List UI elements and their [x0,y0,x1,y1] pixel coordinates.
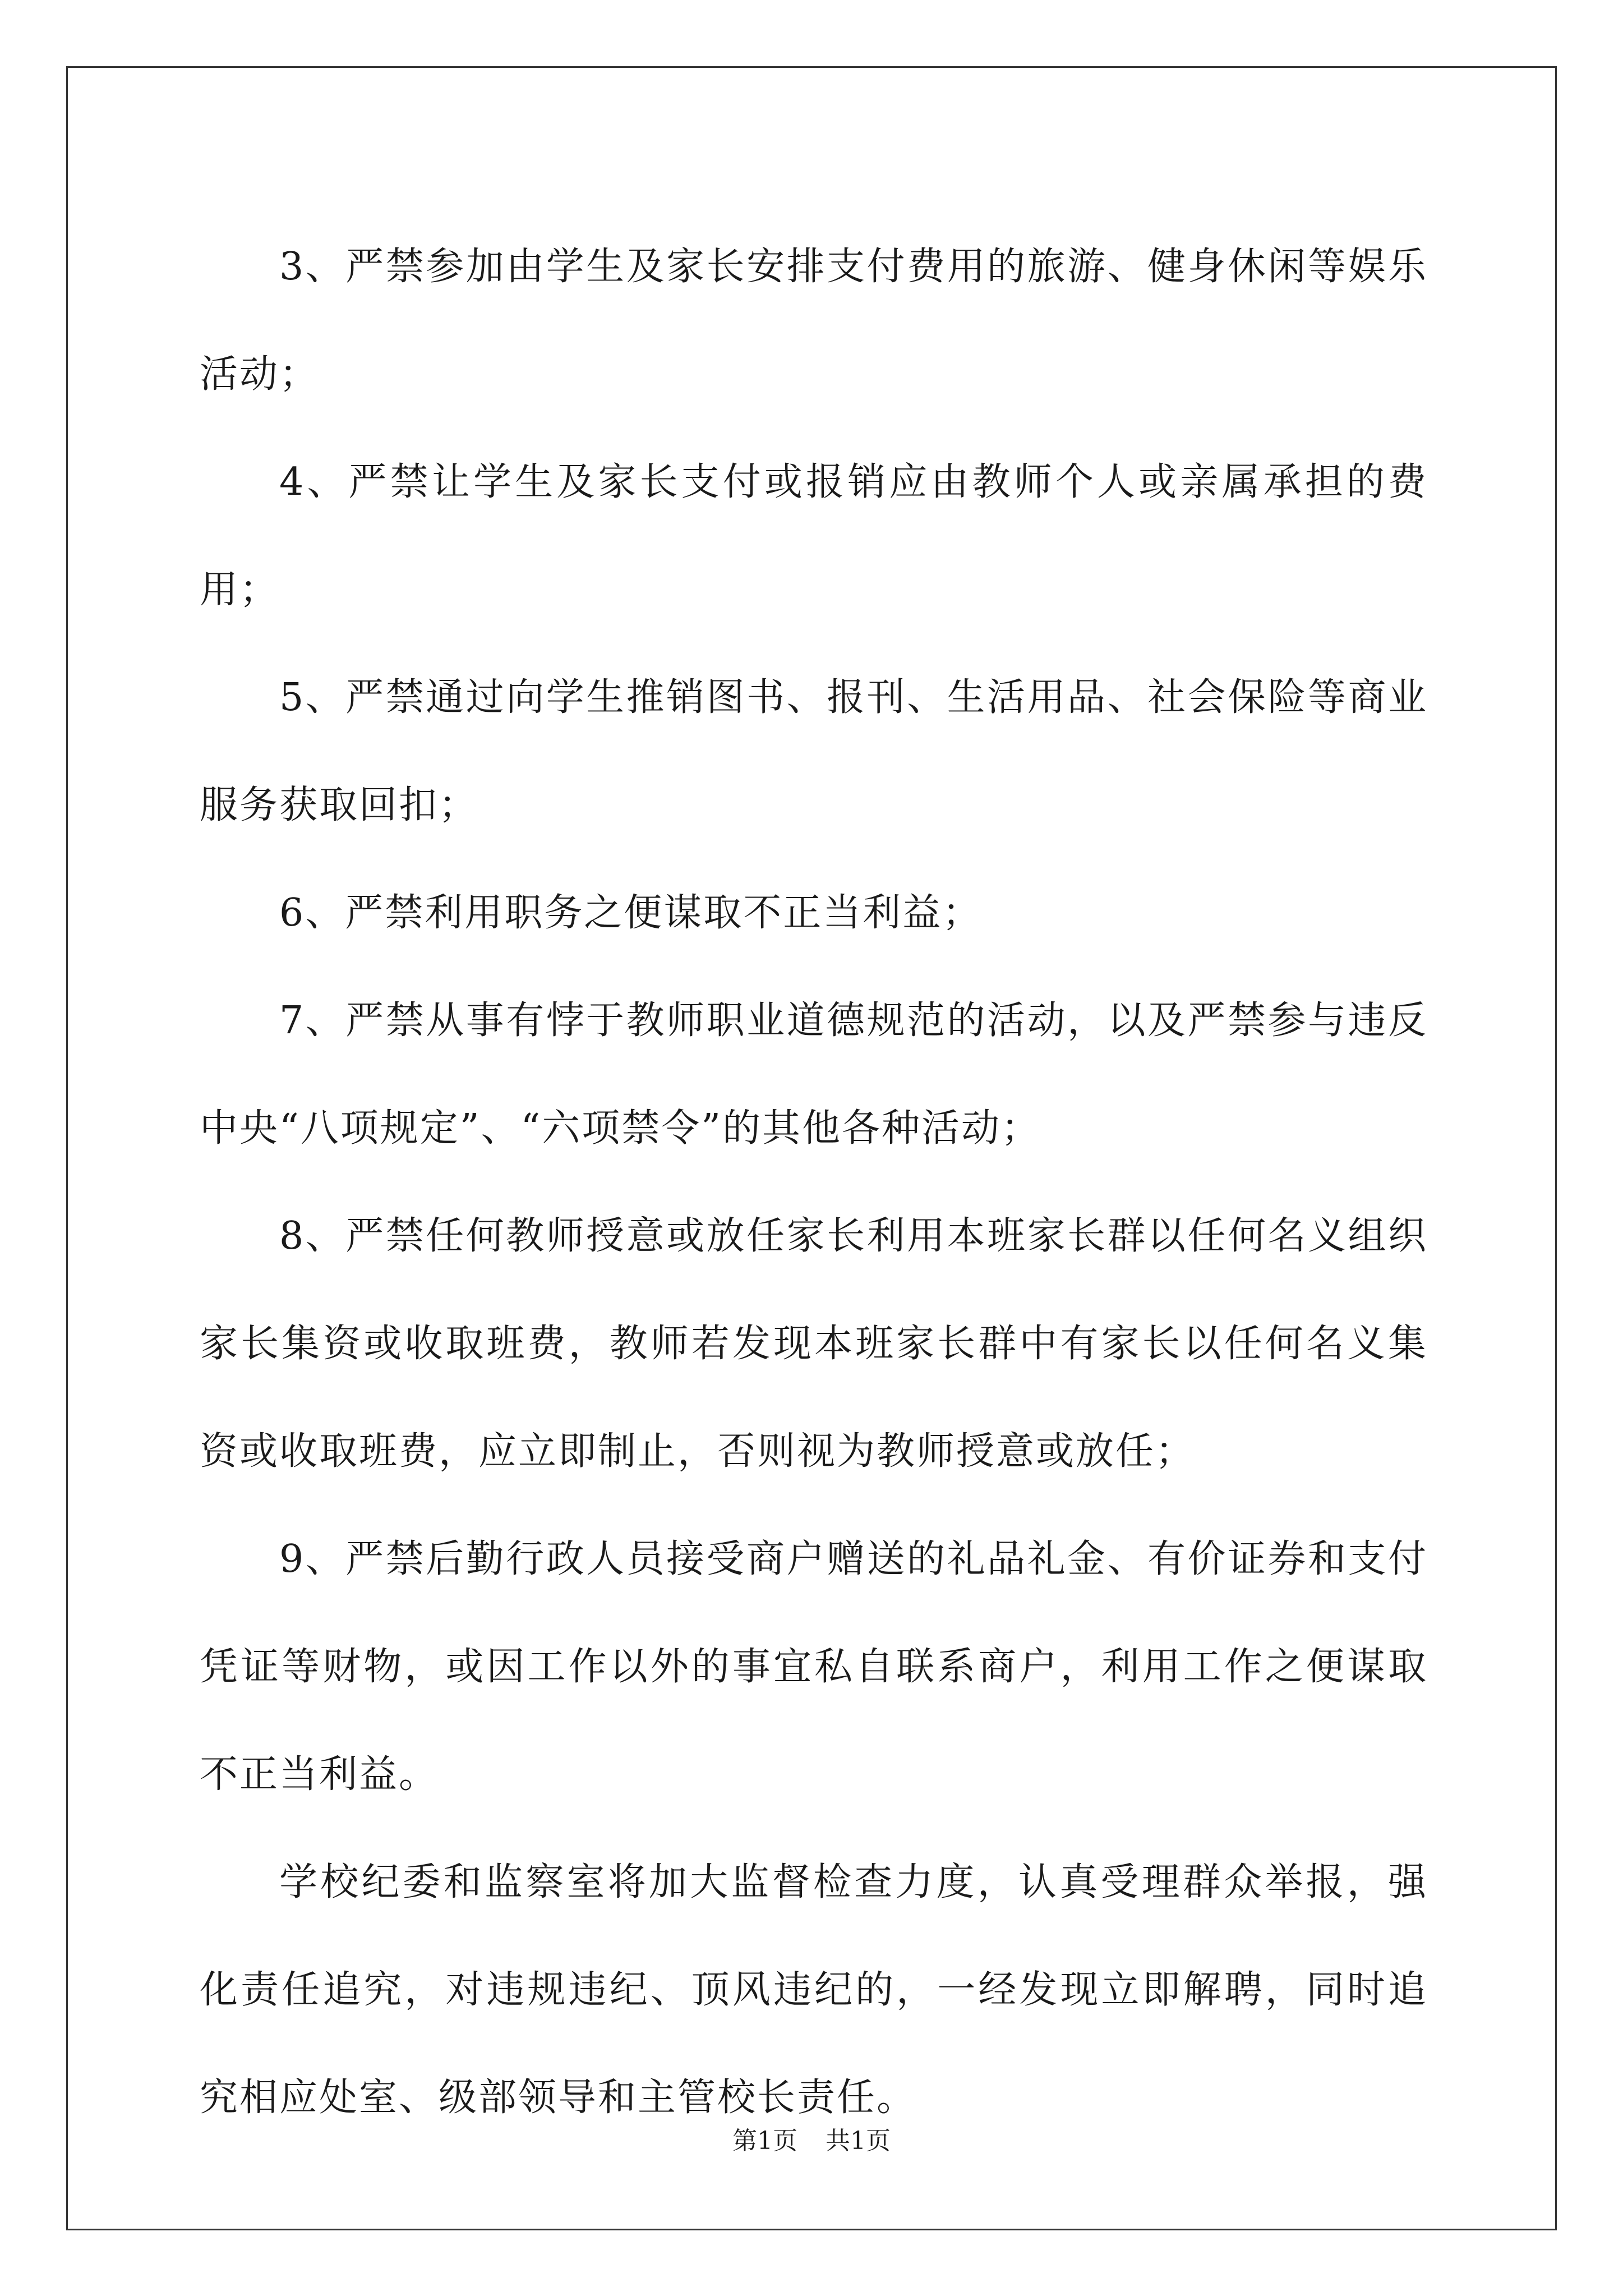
page-number: 第1页 [732,2127,797,2155]
paragraph-item-3: 3、严禁参加由学生及家长安排支付费用的旅游、健身休闲等娱乐活动； [200,245,1428,397]
paragraph-item-9: 9、严禁后勤行政人员接受商户赠送的礼品礼金、有价证券和支付凭证等财物，或因工作以外的事宜私自联系商户，利用工作之便谋取不正当利益。 [200,1537,1428,1797]
paragraph-item-6: 6、严禁利用职务之便谋取不正当利益； [279,891,983,935]
page-footer [0,2120,1623,2156]
paragraph-item-4: 4、严禁让学生及家长支付或报销应由教师个人或亲属承担的费用； [200,460,1428,612]
document-body [200,213,1428,2152]
page-total: 共1页 [826,2127,891,2155]
paragraph-item-7: 7、严禁从事有悖于教师职业道德规范的活动，以及严禁参与违反中央“八项规定”、“六项禁令”的其他各种活动； [200,999,1428,1151]
paragraph-item-5: 5、严禁通过向学生推销图书、报刊、生活用品、社会保险等商业服务获取回扣； [200,675,1428,827]
closing-paragraph: 学校纪委和监察室将加大监督检查力度，认真受理群众举报，强化责任追究，对违规违纪、顶风违纪的，一经发现立即解聘，同时追究相应处室、级部领导和主管校长责任。 [200,1860,1428,2120]
paragraph-item-8: 8、严禁任何教师授意或放任家长利用本班家长群以任何名义组织家长集资或收取班费，教师若发现本班家长群中有家长以任何名义集资或收取班费，应立即制止，否则视为教师授意或放任； [200,1214,1428,1474]
